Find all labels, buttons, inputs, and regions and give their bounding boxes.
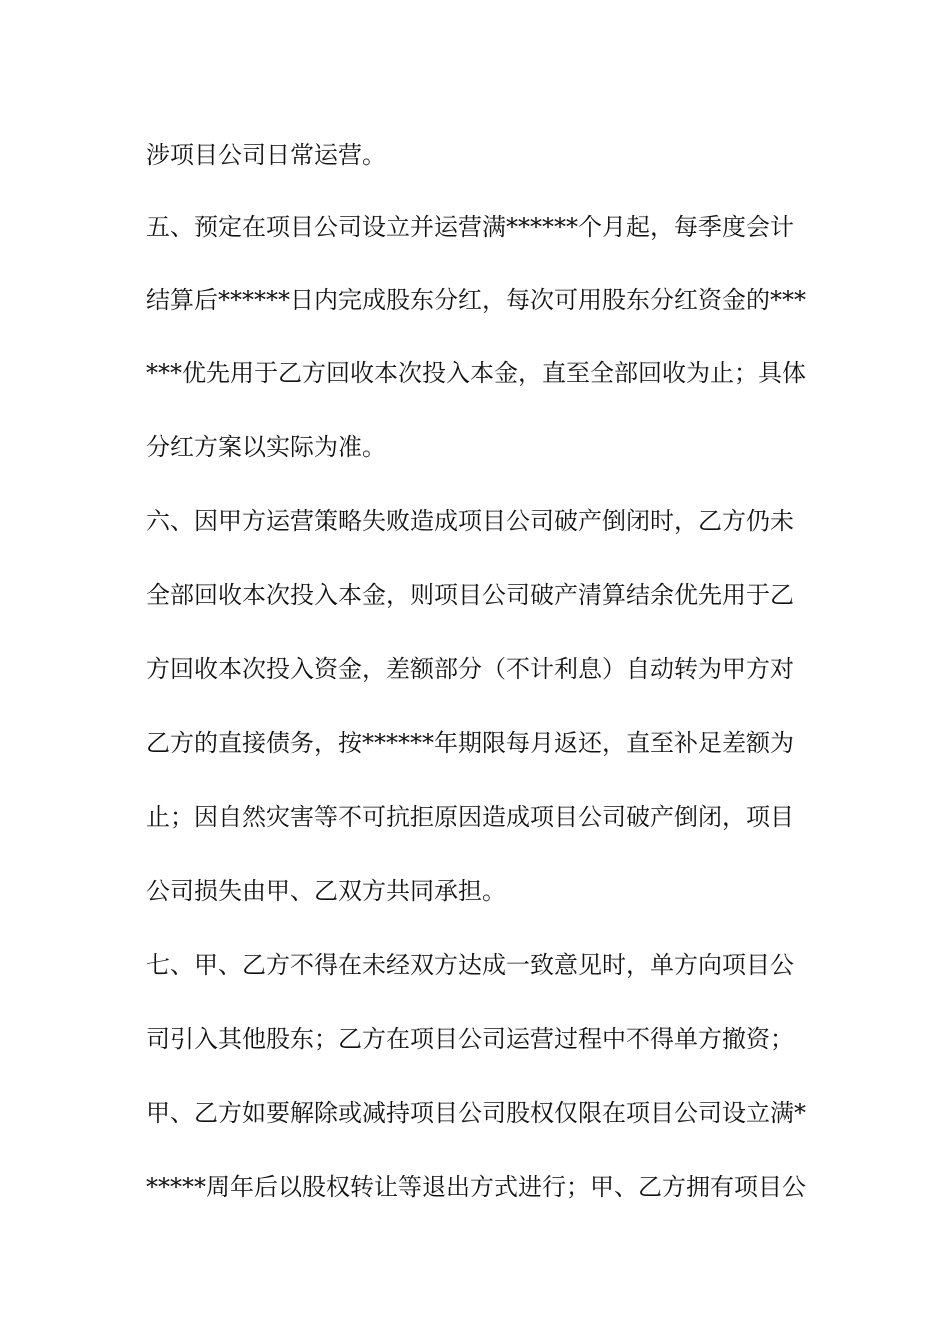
text-line: 全部回收本次投入本金，则项目公司破产清算结余优先用于乙 bbox=[146, 581, 794, 609]
text-line: 甲、乙方如要解除或减持项目公司股权仅限在项目公司设立满* bbox=[146, 1099, 806, 1127]
text-line: *****周年后以股权转让等退出方式进行；甲、乙方拥有项目公 bbox=[146, 1173, 806, 1201]
text-line: 结算后******日内完成股东分红，每次可用股东分红资金的*** bbox=[146, 286, 806, 314]
text-line: 涉项目公司日常运营。 bbox=[146, 141, 386, 169]
text-line: 司引入其他股东；乙方在项目公司运营过程中不得单方撤资； bbox=[146, 1025, 794, 1053]
text-line: 公司损失由甲、乙双方共同承担。 bbox=[146, 877, 506, 905]
text-line: 方回收本次投入资金，差额部分（不计利息）自动转为甲方对 bbox=[146, 655, 794, 683]
text-line: 乙方的直接债务，按******年期限每月返还，直至补足差额为 bbox=[146, 729, 794, 757]
text-line: 六、因甲方运营策略失败造成项目公司破产倒闭时，乙方仍未 bbox=[146, 507, 794, 535]
text-line: 分红方案以实际为准。 bbox=[146, 433, 386, 461]
text-line: ***优先用于乙方回收本次投入本金，直至全部回收为止；具体 bbox=[146, 359, 806, 387]
text-line: 止；因自然灾害等不可抗拒原因造成项目公司破产倒闭，项目 bbox=[146, 803, 794, 831]
text-line: 七、甲、乙方不得在未经双方达成一致意见时，单方向项目公 bbox=[146, 951, 794, 979]
text-line: 五、预定在项目公司设立并运营满******个月起，每季度会计 bbox=[146, 213, 794, 241]
